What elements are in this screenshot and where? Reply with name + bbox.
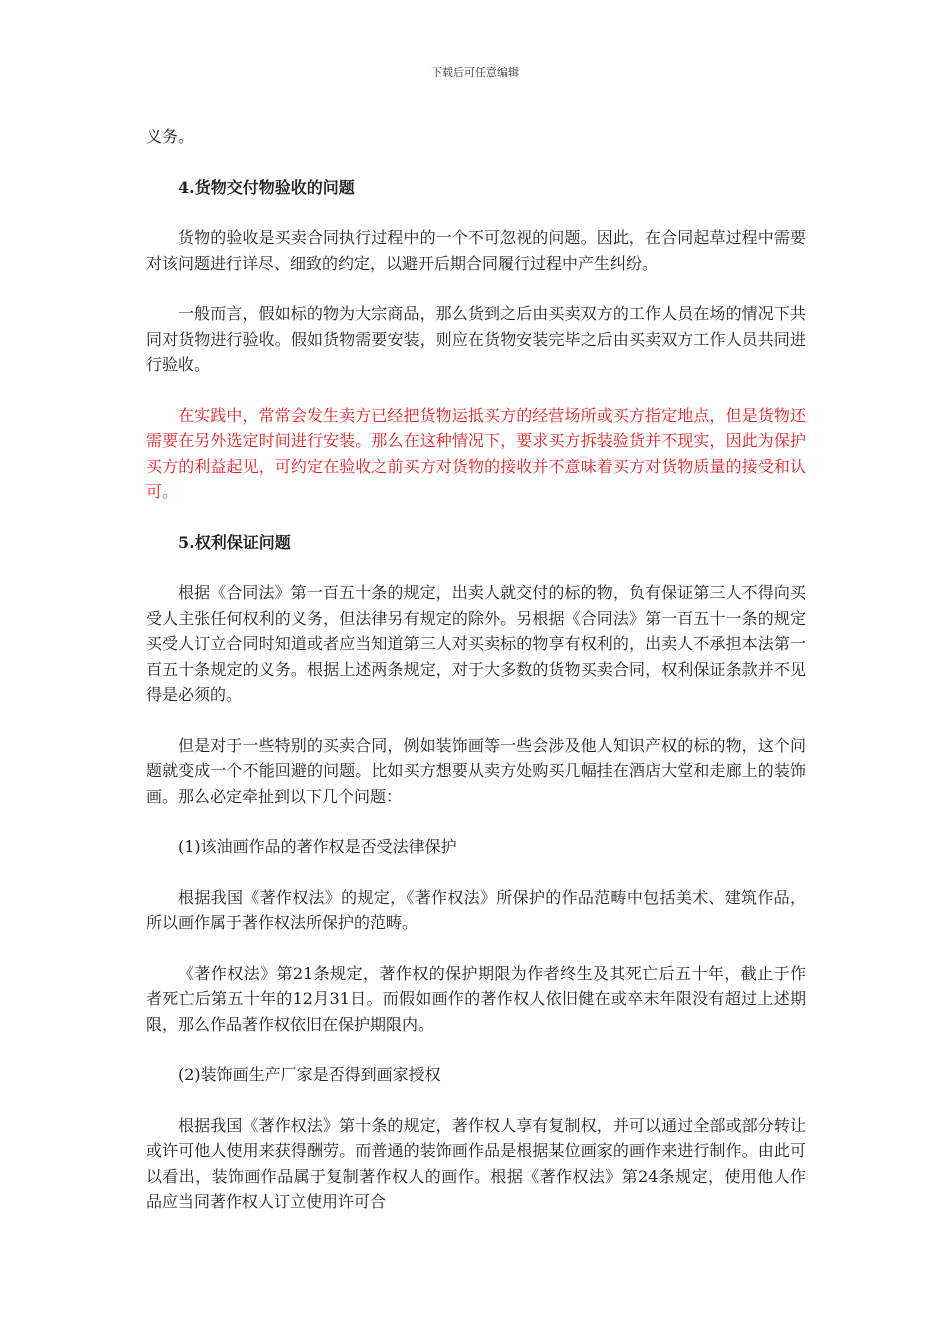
paragraph-copyright-term: 《著作权法》第21条规定，著作权的保护期限为作者终生及其死亡后五十年，截止于作者死亡后第五十年的12月31日。而假如画作的著作权人依旧健在或卒末年限没有超过上述期限，那么作品著作权依旧在保护期限内。 [146, 963, 806, 1034]
page-header: 下载后可任意编辑 [431, 66, 519, 79]
paragraph-continuation: 义务。 [146, 127, 195, 146]
paragraph-copyright-scope: 根据我国《著作权法》的规定，《著作权法》所保护的作品范畴中包括美术、建筑作品，所以画作属于著作权法所保护的范畴。 [146, 887, 806, 932]
paragraph-reproduction-right: 根据我国《著作权法》第十条的规定，著作权人享有复制权，并可以通过全部或部分转让或许可他人使用来获得酬劳。而普通的装饰画作品是根据某位画家的画作来进行制作。由此可以看出，装饰画作品属于复制著作权人的画作。根据《著作权法》第24条规定，使用他人作品应当同著作权人订立使用许可合 [146, 1115, 806, 1211]
section-heading-rights-guarantee: 5.权利保证问题 [178, 532, 291, 552]
paragraph-acceptance-general: 一般而言，假如标的物为大宗商品，那么货到之后由买卖双方的工作人员在场的情况下共同对货物进行验收。假如货物需要安装，则应在货物安装完毕之后由买卖双方工作人员共同进行验收。 [146, 304, 806, 374]
section-heading-acceptance: 4.货物交付物验收的问题 [178, 177, 355, 197]
subheading-manufacturer-authorization: (2)装饰画生产厂家是否得到画家授权 [178, 1065, 441, 1084]
paragraph-acceptance-practice-highlight: 在实践中，常常会发生卖方已经把货物运抵买方的经营场所或买方指定地点，但是货物还需要在另外选定时间进行安装。那么在这种情况下，要求买方拆装验货并不现实，因此为保护买方的利益起见，可约定在验收之前买方对货物的接收并不意味着买方对货物质量的接受和认可。 [146, 405, 806, 501]
subheading-copyright-protection: (1)该油画作品的著作权是否受法律保护 [178, 837, 457, 856]
paragraph-contract-law: 根据《合同法》第一百五十条的规定，出卖人就交付的标的物，负有保证第三人不得向买受人主张任何权利的义务，但法律另有规定的除外。另根据《合同法》第一百五十一条的规定买受人订立合同时知道或者应当知道第三人对买卖标的物享有权利的，出卖人不承担本法第一百五十条规定的义务。根据上述两条规定，对于大多数的货物买卖合同，权利保证条款并不见得是必须的。 [146, 583, 806, 704]
paragraph-special-contracts: 但是对于一些特别的买卖合同，例如装饰画等一些会涉及他人知识产权的标的物，这个问题就变成一个不能回避的问题。比如买方想要从卖方处购买几幅挂在酒店大堂和走廊上的装饰画。那么必定牵扯到以下几个问题： [146, 735, 806, 806]
paragraph-acceptance-intro: 货物的验收是买卖合同执行过程中的一个不可忽视的问题。因此，在合同起草过程中需要对该问题进行详尽、细致的约定，以避开后期合同履行过程中产生纠纷。 [146, 228, 806, 273]
document-body [146, 124, 806, 1215]
